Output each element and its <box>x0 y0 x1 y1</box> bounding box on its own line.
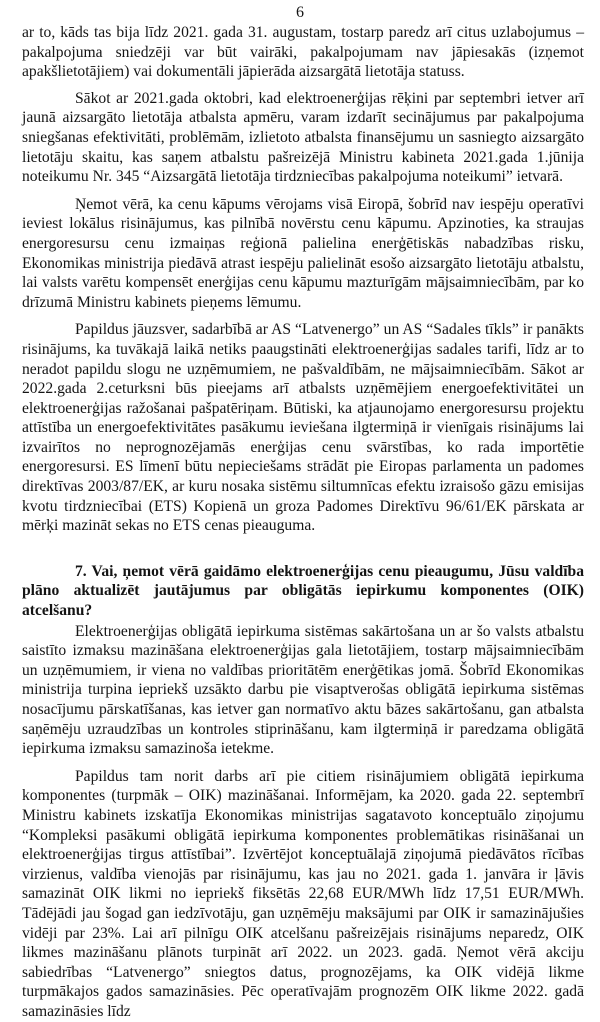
paragraph-continuation: ar to, kāds tas bija līdz 2021. gada 31. augustam, tostarp paredz arī citus uzlabojumus – pakalpojuma sniedzēji var būt vairāki, pakalpojumam nav jāpiesakās (izņemot apakšlietotājiem) vai dokumentāli jāpierāda aizsargātā lietotāja statuss. <box>22 24 584 81</box>
paragraph-support-evaluation: Sākot ar 2021.gada oktobri, kad elektroenerģijas rēķini par septembri ietver arī jaunā aizsargāto lietotāja atbalsta apmēru, varam izdarīt secinājumus par pakalpojuma sniegšanas efektivitāti, problēmām, izlietoto atbalsta finansējumu un sasniegto aizsargāto lietotāju skaitu, kas saņem atbalstu pašreizējā Ministru kabineta 2021.gada 1.jūnija noteikumu Nr. 345 “Aizsargātā lietotāja tirdzniecības pakalpojuma noteikumi” ietvarā. <box>22 89 584 186</box>
paragraph-distribution-tariffs: Papildus jāuzsver, sadarbībā ar AS “Latvenergo” un AS “Sadales tīkls” ir panākts risinājums, ka tuvākajā laikā netiks paaugstināti elektroenerģijas sadales tarifi, līdz ar to neradot papildu slogu ne uzņēmumiem, ne pašvaldībām, ne mājsaimniecībām. Sākot ar 2022.gada 2.ceturksni būs pieejams arī atbalsts uzņēmējiem energoefektivitātei un elektroenerģijas ražošanai pašpatēriņam. Būtiski, ka atjaunojamo energoresursu projektu attīstība un energoefektivitātes pasākumu ieviešana ilgtermiņā ir vienīgais risinājums lai izvairītos no neprognozējamās enerģijas cenu svārstības, ko rada importētie energoresursi. ES līmenī būtu nepieciešams strādāt pie Eiropas parlamenta un padomes direktīvas 2003/87/EK, ar kuru nosaka sistēmu siltumnīcas efektu izraisošo gāzu emisijas kvotu tirdzniecībai (ETS) Kopienā un groza Padomes Direktīvu 96/61/EK pārskata ar mērķi mazināt sekas no ETS cenas pieauguma. <box>22 321 584 535</box>
paragraph-price-increase: Ņemot vērā, ka cenu kāpums vērojams visā Eiropā, šobrīd nav iespēju operatīvi ieviest lokālus risinājumus, kas pilnībā novērstu cenu kāpumu. Apzinoties, ka straujas energoresursu cenu izmaiņas reģionā palielina enerģētiskās nabadzības risku, Ekonomikas ministrija piedāvā atrast iespēju palielināt esošo aizsargāto lietotāju atbalstu, lai valsts varētu kompensēt enerģijas cenu kāpumu mazturīgām mājsaimniecībām, par ko drīzumā Ministru kabinets pieņems lēmumu. <box>22 195 584 311</box>
question-heading: 7. Vai, ņemot vērā gaidāmo elektroenerģijas cenu pieaugumu, Jūsu valdība plāno aktualizēt jautājumus par obligātās iepirkumu komponentes (OIK) atcelšanu? <box>22 562 584 620</box>
answer-paragraph-oik-reduction: Papildus tam norit darbs arī pie citiem risinājumiem obligātā iepirkuma komponentes (turpmāk – OIK) mazināšanai. Informējam, ka 2020. gada 22. septembrī Ministru kabinets izskatīja Ekonomikas ministrijas sagatavoto konceptuālo ziņojumu “Kompleksi pasākumi obligātā iepirkuma komponentes problemātikas risināšanai un elektroenerģijas tirgus attīstībai”. Izvērtējot konceptuālajā ziņojumā piedāvātos rīcības virzienus, valdība vienojās par risinājumu, kas jau no 2021. gada 1. janvāra ir ļāvis samazināt OIK likmi no iepriekš fiksētās 22,68 EUR/MWh līdz 17,51 EUR/MWh. Tādējādi jau šogad gan iedzīvotāju, gan uzņēmēju maksājumi par OIK ir samazinājušies vidēji par 23%. Lai arī pilnīgu OIK atcelšanu pašreizējais risinājums neparedz, OIK likmes mazināšanu plānots turpināt arī 2022. un 2023. gadā. Ņemot vērā akciju sabiedrības “Latvenergo” sniegtos datus, prognozējams, ka OIK vidējā likme turpmākajos gados samazināsies. Pēc operatīvajām prognozēm OIK likme 2022. gadā samazināsies līdz <box>22 767 584 1020</box>
answer-paragraph-oik-system: Elektroenerģijas obligātā iepirkuma sistēmas sakārtošana un ar šo valsts atbalstu saistīto izmaksu mazināšana elektroenerģijas gala lietotājiem, tostarp mājsaimniecībām un uzņēmumiem, ir viena no valdības prioritātēm enerģētikas jomā. Šobrīd Ekonomikas ministrija turpina iepriekš uzsākto darbu pie visaptverošas obligātā iepirkuma sistēmas nosacījumu pārskatīšanas, kas ietver gan normatīvo aktu bāzes sakārtošanu, gan atbalsta saņēmēju uzraudzības un kontroles stiprināšanu, kam ilgtermiņā ir paredzama obligātā iepirkuma izmaksu samazinoša ietekme. <box>22 622 584 758</box>
page-number: 6 <box>296 4 304 21</box>
document-body <box>22 23 584 1022</box>
